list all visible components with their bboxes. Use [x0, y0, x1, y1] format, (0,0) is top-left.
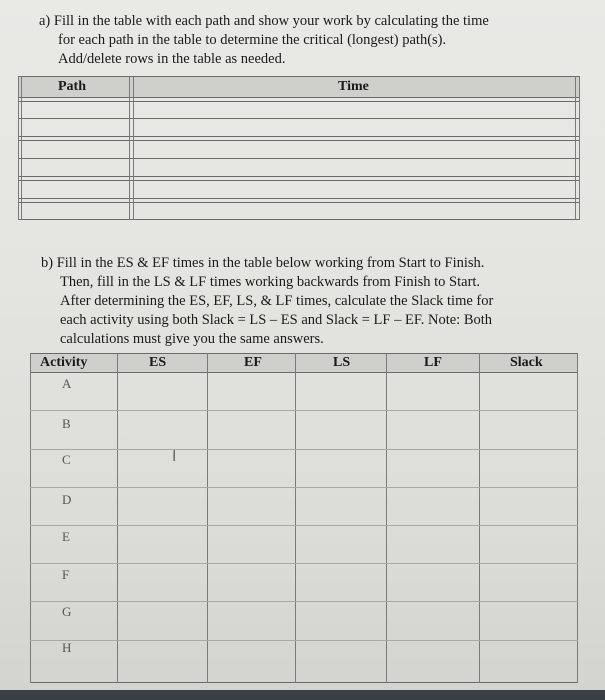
path-table-rule	[18, 202, 580, 203]
path-table-rule	[575, 76, 576, 220]
path-table-rule	[18, 219, 580, 220]
activity-table-rule	[479, 353, 480, 683]
activity-table-rule	[30, 563, 578, 564]
activity-table-rule	[577, 353, 578, 683]
part-b-line-2: Then, fill in the LS & LF times working backwards from Finish to Start.	[60, 274, 481, 290]
photo-bottom-edge	[0, 690, 605, 700]
path-table-rule	[18, 118, 580, 119]
activity-table-rule	[30, 525, 578, 526]
path-table-rule	[129, 76, 130, 220]
activity-table-rule	[30, 353, 578, 354]
ef-column-header: EF	[244, 355, 262, 370]
activity-times-table	[30, 353, 578, 683]
path-table-rule	[21, 76, 22, 220]
path-table-rule	[18, 158, 580, 159]
path-table-rule	[18, 97, 580, 98]
ls-column-header: LS	[333, 355, 351, 370]
lf-column-header: LF	[424, 355, 442, 370]
activity-column-header: Activity	[40, 355, 88, 370]
activity-label-e: E	[62, 529, 70, 544]
path-table-rule	[18, 101, 580, 102]
part-b-line-4: each activity using both Slack = LS – ES and Slack = LF – EF. Note: Both	[60, 312, 493, 328]
activity-label-c: C	[62, 452, 71, 467]
path-table-header-band	[18, 76, 580, 97]
activity-table-header-band	[30, 353, 578, 372]
activity-table-rule	[386, 353, 387, 683]
activity-label-b: B	[62, 416, 71, 431]
activity-table-rule	[30, 449, 578, 450]
path-table-rule	[18, 176, 580, 177]
part-b-instructions	[41, 254, 493, 349]
part-b-line-3: After determining the ES, EF, LS, & LF times, calculate the Slack time for	[60, 293, 494, 309]
activity-table-rule	[207, 353, 208, 683]
part-a-instructions	[39, 12, 489, 69]
activity-table-rule	[30, 487, 578, 488]
path-table-rule	[133, 76, 134, 220]
activity-label-a: A	[62, 376, 72, 391]
text-cursor-icon: I	[172, 447, 177, 465]
part-b-line-1: b) Fill in the ES & EF times in the table below working from Start to Finish.	[41, 255, 485, 271]
activity-table-rule	[30, 601, 578, 602]
path-time-table	[18, 76, 580, 220]
activity-label-h: H	[62, 640, 72, 655]
activity-label-g: G	[62, 604, 72, 619]
path-table-rule	[18, 136, 580, 137]
path-table-rule	[18, 198, 580, 199]
path-table-rule	[18, 76, 580, 77]
part-b-line-5: calculations must give you the same answers.	[60, 331, 324, 347]
slack-column-header: Slack	[510, 355, 543, 370]
path-column-header: Path	[58, 79, 86, 94]
path-table-rule	[18, 180, 580, 181]
path-table-rule	[18, 76, 19, 220]
activity-label-f: F	[62, 567, 70, 582]
activity-table-rule	[295, 353, 296, 683]
activity-table-rule	[30, 410, 578, 411]
time-column-header: Time	[338, 79, 369, 94]
path-table-rule	[579, 76, 580, 220]
part-a-line-3: Add/delete rows in the table as needed.	[58, 51, 286, 67]
activity-table-rule	[30, 640, 578, 641]
activity-label-d: D	[62, 492, 72, 507]
part-a-line-1: a) Fill in the table with each path and show your work by calculating the time	[39, 13, 489, 29]
activity-table-rule	[30, 682, 578, 683]
path-table-rule	[18, 140, 580, 141]
part-a-line-2: for each path in the table to determine the critical (longest) path(s).	[58, 32, 447, 48]
activity-table-rule	[30, 353, 31, 683]
es-column-header: ES	[149, 355, 167, 370]
activity-table-rule	[117, 353, 118, 683]
activity-table-rule	[30, 372, 578, 373]
